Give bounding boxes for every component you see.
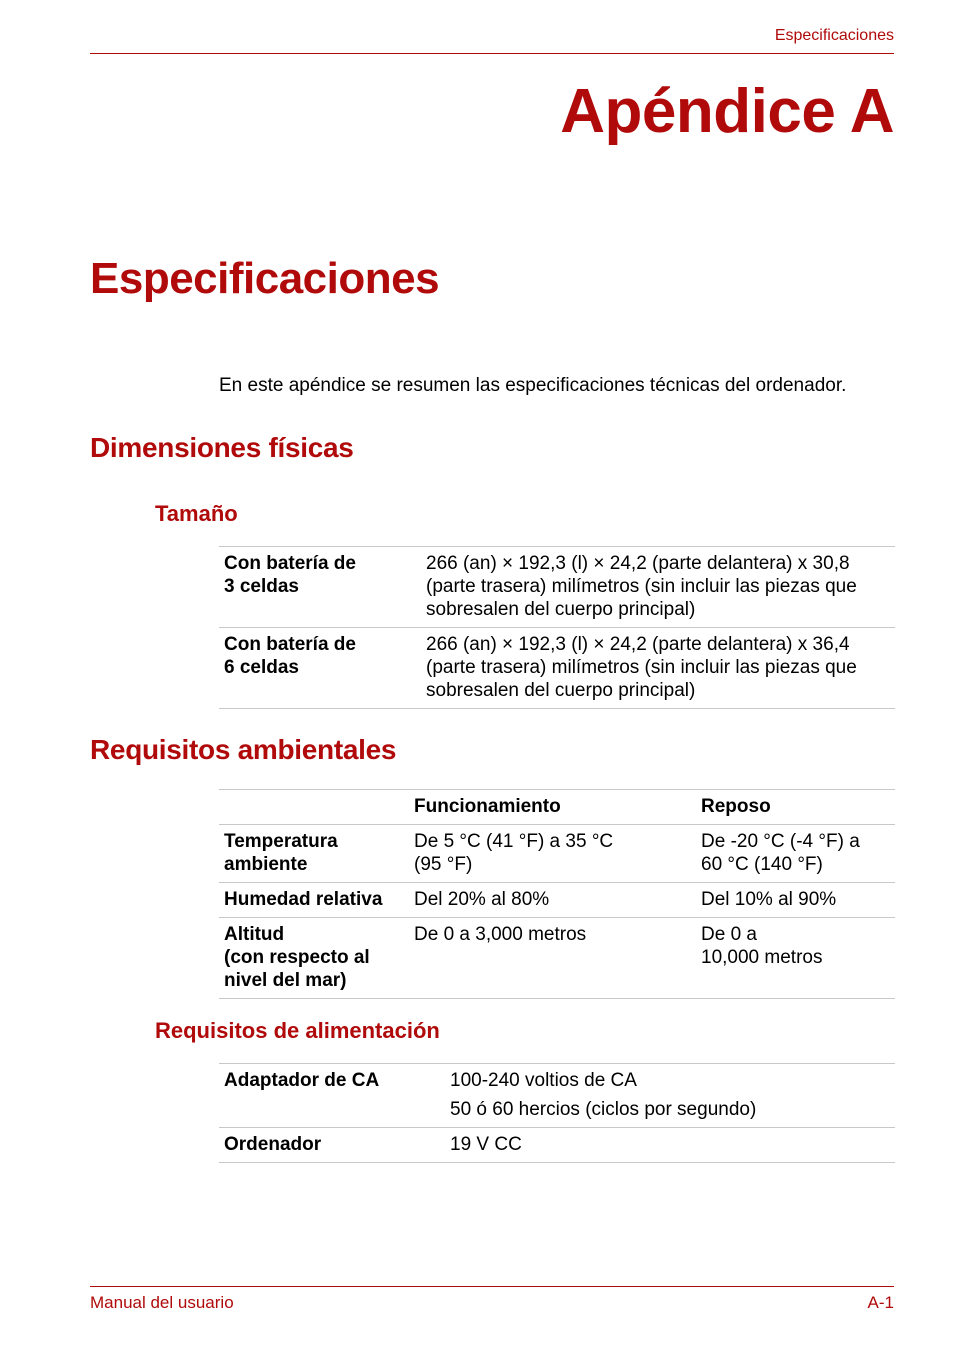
operating-value: De 0 a 3,000 metros [409, 918, 696, 999]
header-rule [90, 53, 894, 54]
table-header-row [219, 790, 895, 825]
column-header [219, 790, 409, 825]
row-label: Altitud (con respecto al nivel del mar) [219, 918, 409, 999]
row-label: Ordenador [219, 1128, 445, 1163]
table-row [219, 547, 895, 628]
section-heading-dimensions: Dimensiones físicas [90, 432, 354, 463]
row-label: Adaptador de CA [219, 1064, 445, 1128]
column-header: Funcionamiento [409, 790, 696, 825]
table-row [219, 1128, 895, 1163]
subsection-heading-power: Requisitos de alimentación [155, 1018, 440, 1043]
table-row [219, 883, 895, 918]
chapter-title: Especificaciones [90, 254, 440, 303]
intro-paragraph: En este apéndice se resumen las especificaciones técnicas del ordenador. [219, 375, 847, 396]
row-label: Con batería de 3 celdas [219, 547, 421, 628]
row-value: 100-240 voltios de CA 50 ó 60 hercios (ciclos por segundo) [445, 1064, 895, 1128]
environment-table [219, 789, 895, 999]
rest-value: De -20 °C (-4 °F) a 60 °C (140 °F) [696, 825, 895, 883]
table-row [219, 918, 895, 999]
table-row [219, 1064, 895, 1128]
footer-page-number: A-1 [867, 1293, 894, 1312]
column-header: Reposo [696, 790, 895, 825]
footer-manual-title: Manual del usuario [90, 1293, 234, 1312]
size-table [219, 546, 895, 709]
row-value: 266 (an) × 192,3 (l) × 24,2 (parte delantera) x 30,8 (parte trasera) milímetros (sin incluir las piezas que sobresalen del cuerpo principal) [421, 547, 895, 628]
appendix-title: Apéndice A [560, 77, 894, 146]
operating-value: Del 20% al 80% [409, 883, 696, 918]
rest-value: De 0 a 10,000 metros [696, 918, 895, 999]
row-value: 19 V CC [445, 1128, 895, 1163]
table-row [219, 628, 895, 709]
row-value: 266 (an) × 192,3 (l) × 24,2 (parte delantera) x 36,4 (parte trasera) milímetros (sin incluir las piezas que sobresalen del cuerpo principal) [421, 628, 895, 709]
power-table [219, 1063, 895, 1163]
running-header: Especificaciones [774, 27, 894, 44]
operating-value: De 5 °C (41 °F) a 35 °C (95 °F) [409, 825, 696, 883]
section-heading-environment: Requisitos ambientales [90, 734, 397, 765]
footer-rule [90, 1286, 894, 1287]
subsection-heading-size: Tamaño [155, 501, 238, 526]
row-label: Temperatura ambiente [219, 825, 409, 883]
table-row [219, 825, 895, 883]
rest-value: Del 10% al 90% [696, 883, 895, 918]
row-label: Humedad relativa [219, 883, 409, 918]
row-label: Con batería de 6 celdas [219, 628, 421, 709]
